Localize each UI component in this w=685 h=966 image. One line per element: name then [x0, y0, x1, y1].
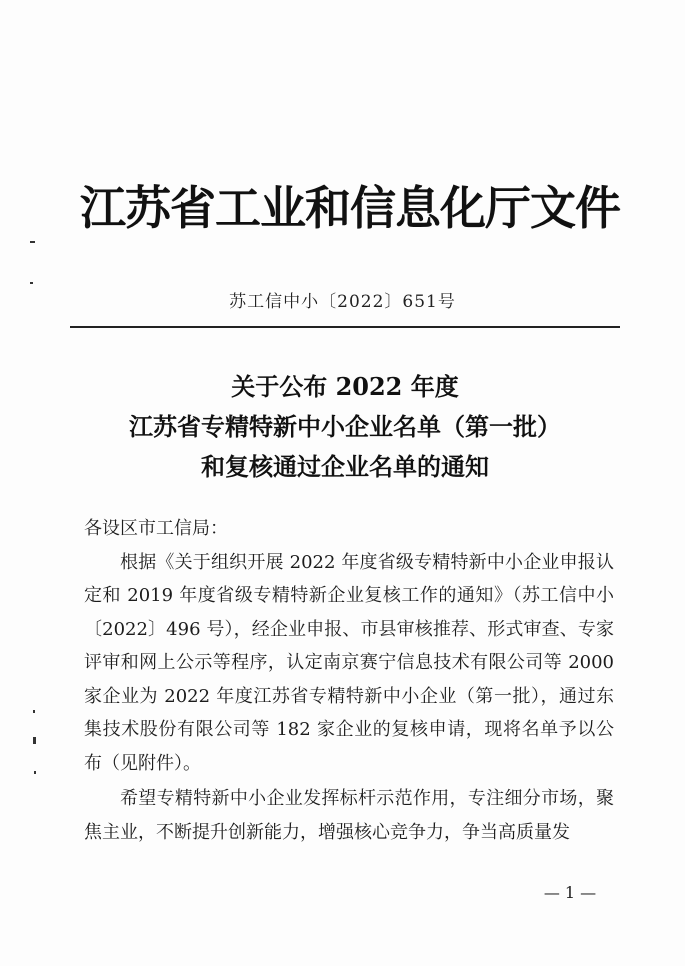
notice-title-line: 关于公布 2022 年度	[231, 372, 459, 401]
body-paragraph: 希望专精特新中小企业发挥标杆示范作用，专注细分市场，聚焦主业，不断提升创新能力，增强核心竞争力，争当高质量发	[84, 788, 614, 843]
notice-title-line: 和复核通过企业名单的通知	[201, 452, 489, 481]
binding-mark	[33, 710, 35, 713]
binding-mark	[33, 737, 36, 744]
document-number: 苏工信中小〔2022〕651号	[229, 292, 456, 312]
binding-mark	[34, 771, 36, 774]
salutation: 各设区市工信局：	[84, 518, 228, 539]
notice-title-line: 江苏省专精特新中小企业名单（第一批）	[129, 412, 561, 441]
notice-title	[60, 367, 630, 487]
document-body	[84, 512, 614, 849]
body-paragraph: 根据《关于组织开展 2022 年度省级专精特新中小企业申报认定和 2019 年度省级专精特新企业复核工作的通知》（苏工信中小〔2022〕496 号），经企业申报、市县审核推荐、形式审查、专家评审和网上公示等程序，认定南京赛宁信息技术有限公司等 2000 家企业为 2022 年度江苏省专精特新中小企业（第一批），通过东集技术股份有限公司等 182 家企业的复核申请，现将名单予以公布（见附件）。	[84, 551, 614, 774]
header-divider	[70, 326, 620, 328]
binding-mark	[30, 241, 35, 243]
page-number: — 1 —	[543, 883, 597, 902]
document-header-title: 江苏省工业和信息化厅文件	[80, 181, 620, 235]
binding-mark	[30, 282, 33, 284]
